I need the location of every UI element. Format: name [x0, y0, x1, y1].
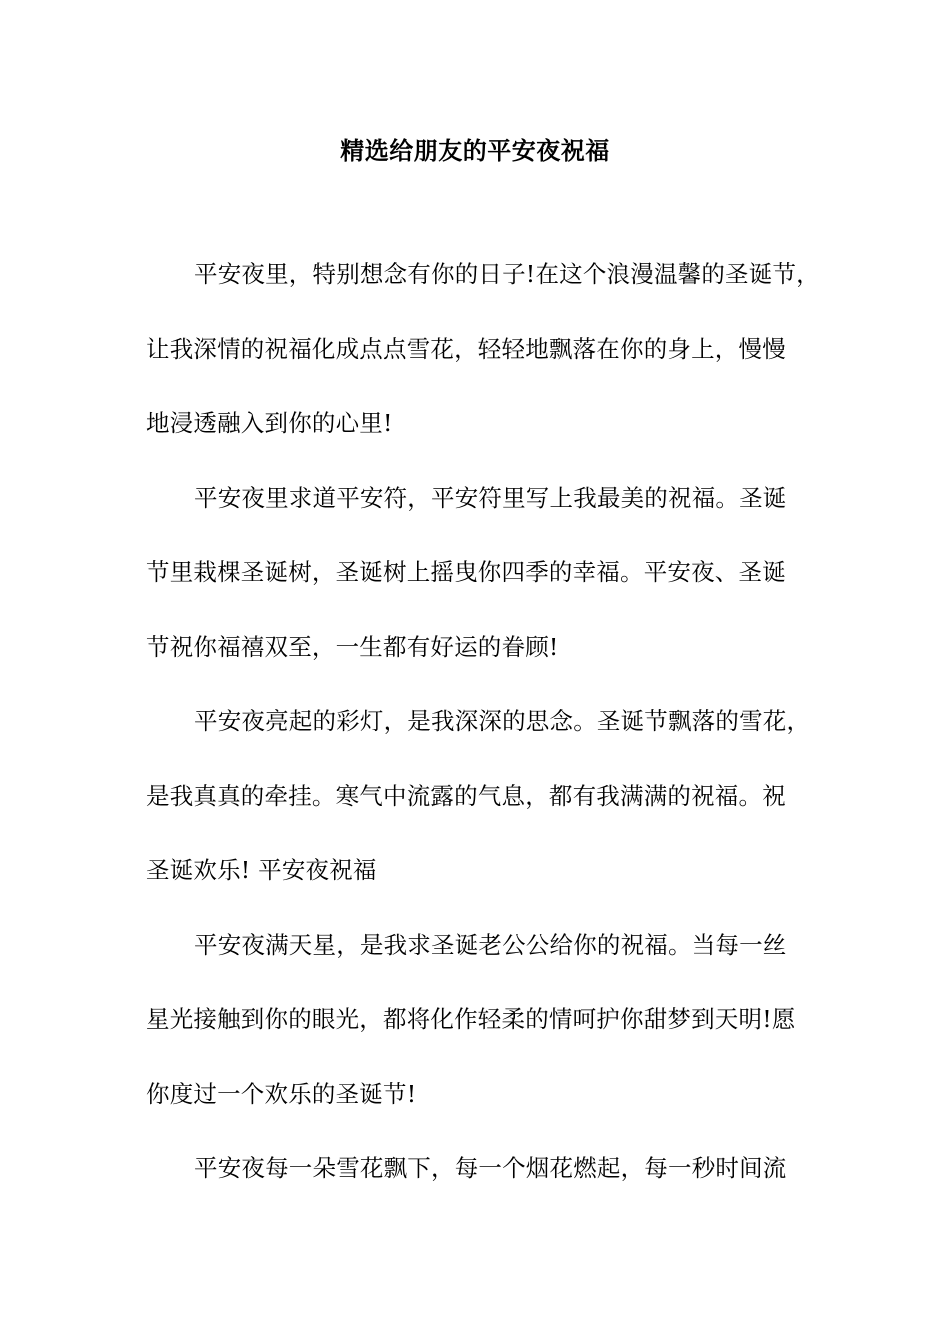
paragraph-4-line-2: 星光接触到你的眼光，都将化作轻柔的情呵护你甜梦到天明!愿: [146, 1005, 796, 1033]
paragraph-4-line-3: 你度过一个欢乐的圣诞节!: [146, 1080, 417, 1108]
paragraph-5-line-1: 平安夜每一朵雪花飘下，每一个烟花燃起，每一秒时间流: [194, 1154, 787, 1182]
paragraph-1-line-2: 让我深情的祝福化成点点雪花，轻轻地飘落在你的身上，慢慢: [146, 335, 786, 363]
paragraph-3-line-2: 是我真真的牵挂。寒气中流露的气息，都有我满满的祝福。祝: [146, 782, 786, 810]
paragraph-3-line-3: 圣诞欢乐! 平安夜祝福: [146, 856, 377, 884]
paragraph-1-line-1: 平安夜里，特别想念有你的日子!在这个浪漫温馨的圣诞节，: [194, 260, 820, 288]
paragraph-3-line-1: 平安夜亮起的彩灯，是我深深的思念。圣诞节飘落的雪花，: [194, 707, 811, 735]
paragraph-2-line-2: 节里栽棵圣诞树，圣诞树上摇曳你四季的幸福。平安夜、圣诞: [146, 558, 786, 586]
paragraph-1-line-3: 地浸透融入到你的心里!: [146, 409, 393, 437]
paragraph-2-line-1: 平安夜里求道平安符，平安符里写上我最美的祝福。圣诞: [194, 484, 787, 512]
paragraph-4-line-1: 平安夜满天星，是我求圣诞老公公给你的祝福。当每一丝: [194, 931, 787, 959]
document-title: 精选给朋友的平安夜祝福: [340, 136, 610, 165]
paragraph-2-line-3: 节祝你福禧双至，一生都有好运的眷顾!: [146, 633, 559, 661]
